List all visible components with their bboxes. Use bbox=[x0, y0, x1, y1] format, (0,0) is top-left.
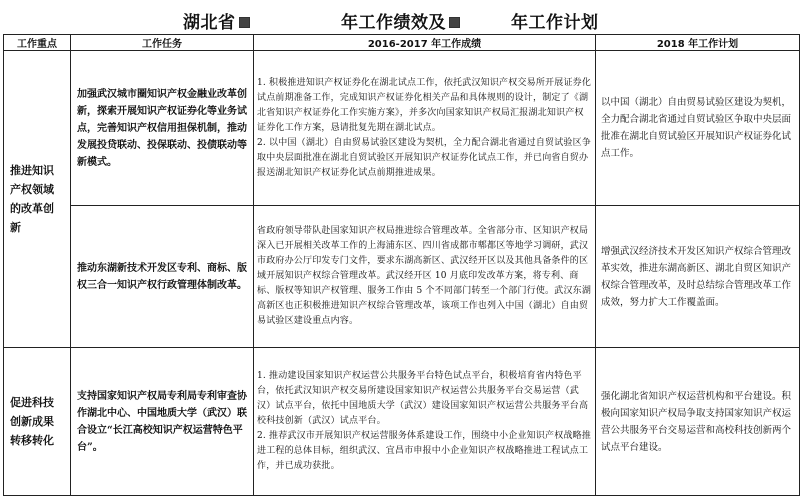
task-cell: 加强武汉城市圈知识产权金融业改革创新，探索开展知识产权证券化等业务试点，完善知识产权信用担保机制，推动发展投贷联动、投保联动、投债联动等新模式。 bbox=[71, 51, 254, 206]
table-header-row bbox=[4, 35, 800, 51]
result-cell: 1. 积极推进知识产权证券化在湖北试点工作，依托武汉知识产权交易所开展证券化试点前期准备工作，完成知识产权证券化相关产品和具体规则的设计，制定了《湖北省知识产权证券化工作实施方案》，并多次向国家知识产权局汇报湖北知识产权证券化工作方案，恳请批复先期在湖北试点。 2. 以中国（湖北）自由贸易试验区建设为契机，全力配合湖北省通过自贸试验区争取中央层面批准在湖北自贸试验区开展知识产权证券化试点工作，并已向省自贸办报送湖北知识产权证券化试点前期推进成果。 bbox=[254, 51, 596, 206]
header-focus: 工作重点 bbox=[4, 35, 71, 51]
table-row bbox=[4, 51, 800, 206]
header-task: 工作任务 bbox=[71, 35, 254, 51]
work-table bbox=[3, 34, 800, 496]
table-row bbox=[4, 348, 800, 496]
title-part-province: 湖北省 bbox=[183, 8, 250, 33]
header-result: 2016-2017 年工作成绩 bbox=[254, 35, 596, 51]
document-title bbox=[0, 0, 803, 34]
task-cell: 支持国家知识产权局专利局专利审查协作湖北中心、中国地质大学（武汉）联合设立“长江高校知识产权运营特色平台”。 bbox=[71, 348, 254, 496]
missing-glyph-icon bbox=[239, 17, 250, 28]
result-cell: 1. 推动建设国家知识产权运营公共服务平台特色试点平台，积极培育省内特色平台，依托武汉知识产权交易所建设国家知识产权运营公共服务平台交易运营（武汉）试点平台，依托中国地质大学（武汉）建设国家知识产权运营公共服务平台高校科技创新（武汉）试点平台。 2. 推荐武汉市开展知识产权运营服务体系建设工作，围绕中小企业知识产权战略推进工程的总体目标，组织武汉、宜昌市申报中小企业知识产权战略推进工程试点工作，并已成功获批。 bbox=[254, 348, 596, 496]
header-plan: 2018 年工作计划 bbox=[596, 35, 800, 51]
table-row bbox=[4, 206, 800, 348]
focus-cell: 促进科技创新成果转移转化 bbox=[4, 348, 71, 496]
plan-cell: 以中国（湖北）自由贸易试验区建设为契机，全力配合湖北省通过自贸试验区争取中央层面批准在湖北自贸试验区开展知识产权证券化试点工作。 bbox=[596, 51, 800, 206]
task-cell: 推动东湖新技术开发区专利、商标、版权三合一知识产权行政管理体制改革。 bbox=[71, 206, 254, 348]
missing-glyph-icon bbox=[449, 17, 460, 28]
result-cell: 省政府领导带队赴国家知识产权局推进综合管理改革。全省部分市、区知识产权局深入已开展相关改革工作的上海浦东区、四川省成都市郫都区等地学习调研，武汉市政府办公厅印发专门文件，要求东湖高新区、武汉经开区以及其他具备条件的区域开展知识产权综合管理改革。武汉经开区 10 月底印发改革方案，将专利、商标、版权等知识产权管理、服务工作由 5 个不同部门转至一个部门行使。武汉东湖高新区也正积极推进知识产权综合管理改革，该项工作也列入中国（湖北）自由贸易试验区建设重点内容。 bbox=[254, 206, 596, 348]
focus-cell: 推进知识产权领域的改革创新 bbox=[4, 51, 71, 348]
plan-cell: 强化湖北省知识产权运营机构和平台建设。积极向国家知识产权局争取支持国家知识产权运营公共服务平台交易运营和高校科技创新两个试点平台建设。 bbox=[596, 348, 800, 496]
title-part-plan: 年工作计划 bbox=[511, 13, 599, 33]
title-part-performance: 年工作绩效及 bbox=[341, 8, 460, 33]
plan-cell: 增强武汉经济技术开发区知识产权综合管理改革实效，推进东湖高新区、湖北自贸区知识产权综合管理改革，及时总结综合管理改革工作成效，努力扩大工作覆盖面。 bbox=[596, 206, 800, 348]
